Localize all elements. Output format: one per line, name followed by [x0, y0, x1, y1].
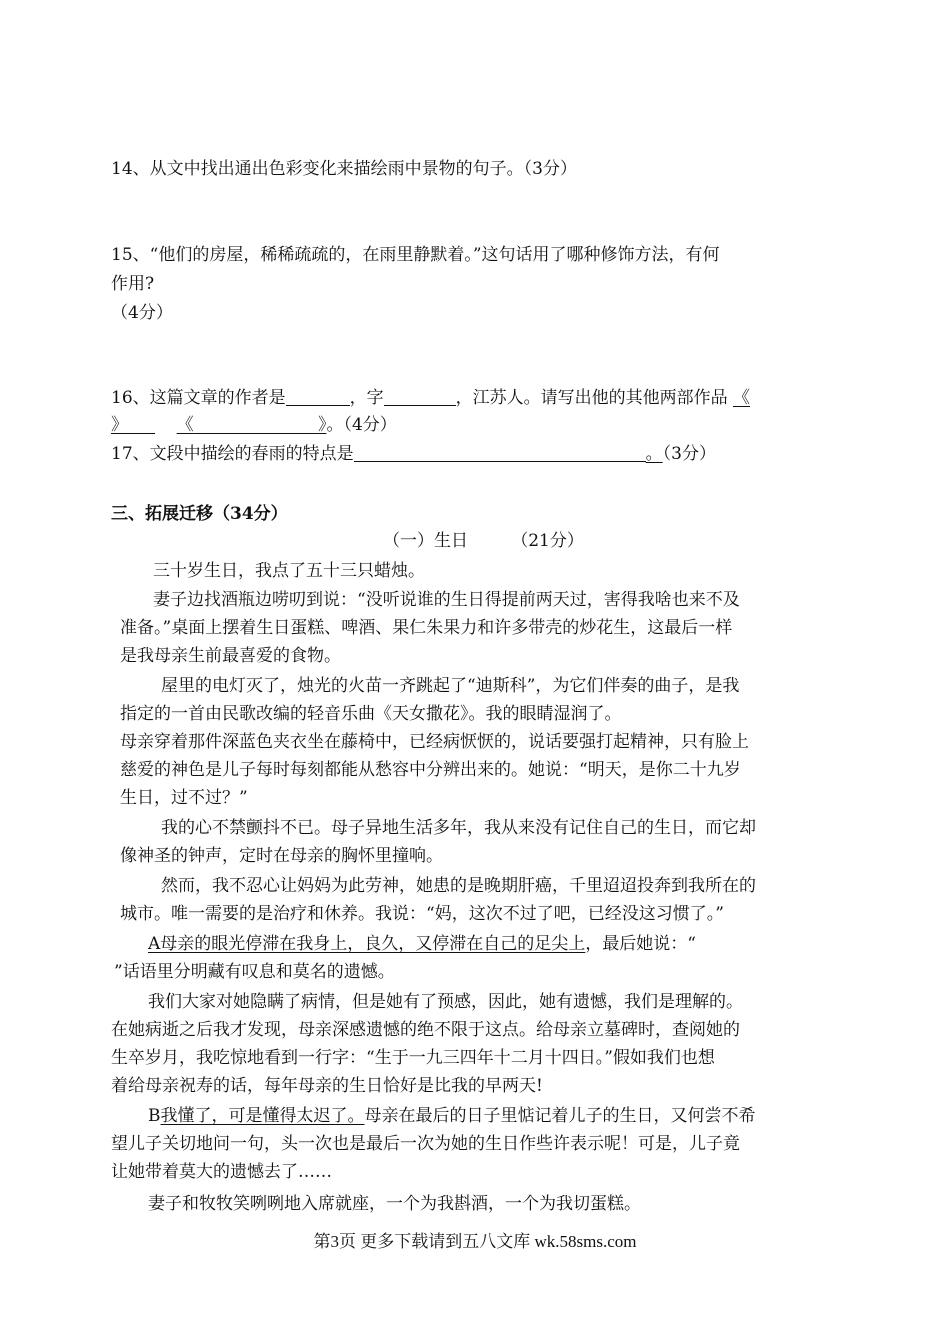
question-17-period: 。 [645, 444, 663, 464]
paragraph-8-line-3: 生卒岁月，我吃惊地看到一行字：“生于一九三四年十二月十四日。”假如我们也想 [111, 1048, 715, 1068]
paragraph-2-line-1: 妻子边找酒瓶边唠叨到说：“没听说谁的生日得提前两天过，害得我啥也来不及 [153, 590, 740, 610]
paragraph-3-line-2: 指定的一首由民歌改编的轻音乐曲《天女撒花》。我的眼睛湿润了。 [120, 704, 622, 724]
paragraph-6-line-2: 城市。唯一需要的是治疗和休养。我说：“妈，这次不过了吧，已经没这习惯了。” [120, 904, 724, 924]
question-17-text: 17、文段中描绘的春雨的特点是 [111, 444, 354, 464]
question-16-text-a: 16、这篇文章的作者是 [111, 388, 286, 408]
paragraph-9-line-1 [148, 1105, 756, 1127]
question-16-line-2 [111, 414, 397, 436]
underlined-sentence-a: A母亲的眼光停滞在我身上，良久，又停滞在自己的足尖上 [148, 934, 586, 954]
work-1-close-bracket: 》 [111, 415, 128, 435]
passage-title: （一）生日 （21分） [383, 531, 584, 551]
paragraph-9-line-2: 望儿子关切地问一句，头一次也是最后一次为她的生日作些许表示呢！可是，儿子竟 [111, 1134, 740, 1154]
paragraph-9-line-3: 让她带着莫大的遗憾去了…… [111, 1162, 332, 1182]
question-16-line-1 [111, 387, 750, 409]
paragraph-7-line-1 [148, 933, 696, 955]
paragraph-4-line-3: 生日，过不过？” [120, 788, 248, 808]
question-15-line-1: 15、“他们的房屋，稀稀疏疏的，在雨里静默着。”这句话用了哪种修饰方法，有何 [111, 245, 720, 265]
label-b: B [148, 1106, 161, 1126]
author-blank[interactable] [286, 389, 350, 406]
paragraph-8-line-4: 着给母亲祝寿的话，每年母亲的生日恰好是比我的早两天! [111, 1076, 543, 1096]
paragraph-10: 妻子和牧牧笑咧咧地入席就座，一个为我斟酒，一个为我切蛋糕。 [148, 1194, 641, 1214]
paragraph-6-line-1: 然而，我不忍心让妈妈为此劳神，她患的是晚期肝癌，千里迢迢投奔到我所在的 [161, 876, 756, 896]
question-15-line-2: 作用? [111, 274, 155, 294]
work-2-close-bracket: 》 [317, 415, 327, 435]
paragraph-8-line-2: 在她病逝之后我才发现，母亲深感遗憾的绝不限于这点。给母亲立墓碑时，查阅她的 [111, 1020, 740, 1040]
question-14: 14、从文中找出通出色彩变化来描绘雨中景物的句子。（3分） [111, 159, 577, 179]
paragraph-5-line-1: 我的心不禁颤抖不已。母子异地生活多年，我从来没有记住自己的生日，而它却 [161, 818, 756, 838]
question-16-score: 。（4分） [326, 415, 397, 435]
paragraph-7-text: ，最后她说：“ [585, 934, 696, 954]
paragraph-7-line-2: ”话语里分明藏有叹息和莫名的遗憾。 [114, 962, 395, 982]
question-17-score: （3分） [662, 444, 716, 464]
spring-rain-feature-blank[interactable] [354, 445, 646, 462]
paragraph-8-line-1: 我们大家对她隐瞒了病情，但是她有了预感，因此，她有遗憾，我们是理解的。 [148, 992, 743, 1012]
paragraph-2-line-3: 是我母亲生前最喜爱的食物。 [120, 646, 341, 666]
paragraph-4-line-2: 慈爱的神色是儿子每时每刻都能从愁容中分辨出来的。她说：“明天，是你二十九岁 [120, 760, 741, 780]
paragraph-4-line-1: 母亲穿着那件深蓝色夹衣坐在藤椅中，已经病恹恹的，说话要强打起精神，只有脸上 [120, 732, 749, 752]
underlined-sentence-b: 我懂了，可是懂得太迟了。 [160, 1106, 365, 1126]
paragraph-2-line-2: 准备。”桌面上摆着生日蛋糕、啤酒、果仁朱果力和许多带壳的炒花生，这最后一样 [120, 618, 733, 638]
work-1-open-bracket: 《 [733, 388, 751, 408]
paragraph-5-line-2: 像神圣的钟声，定时在母亲的胸怀里撞响。 [120, 846, 443, 866]
question-16-text-c: ，江苏人。请写出他的其他两部作品 [455, 388, 728, 408]
question-16-text-b: ，字 [349, 388, 384, 408]
section-heading: 三、拓展迁移（34分） [111, 504, 288, 524]
paragraph-1: 三十岁生日，我点了五十三只蜡烛。 [153, 561, 425, 581]
work-2-open-bracket: 《 [176, 415, 194, 435]
question-15-score: （4分） [111, 303, 173, 323]
courtesy-name-blank[interactable] [384, 389, 456, 406]
question-17 [111, 443, 716, 465]
page-footer: 第3页 更多下载请到五八文库 wk.58sms.com [313, 1232, 637, 1251]
paragraph-9-text: 母亲在最后的日子里惦记着儿子的生日，又何尝不希 [364, 1106, 756, 1126]
paragraph-3-line-1: 屋里的电灯灭了，烛光的火苗一齐跳起了“迪斯科”，为它们伴奏的曲子，是我 [161, 676, 740, 696]
